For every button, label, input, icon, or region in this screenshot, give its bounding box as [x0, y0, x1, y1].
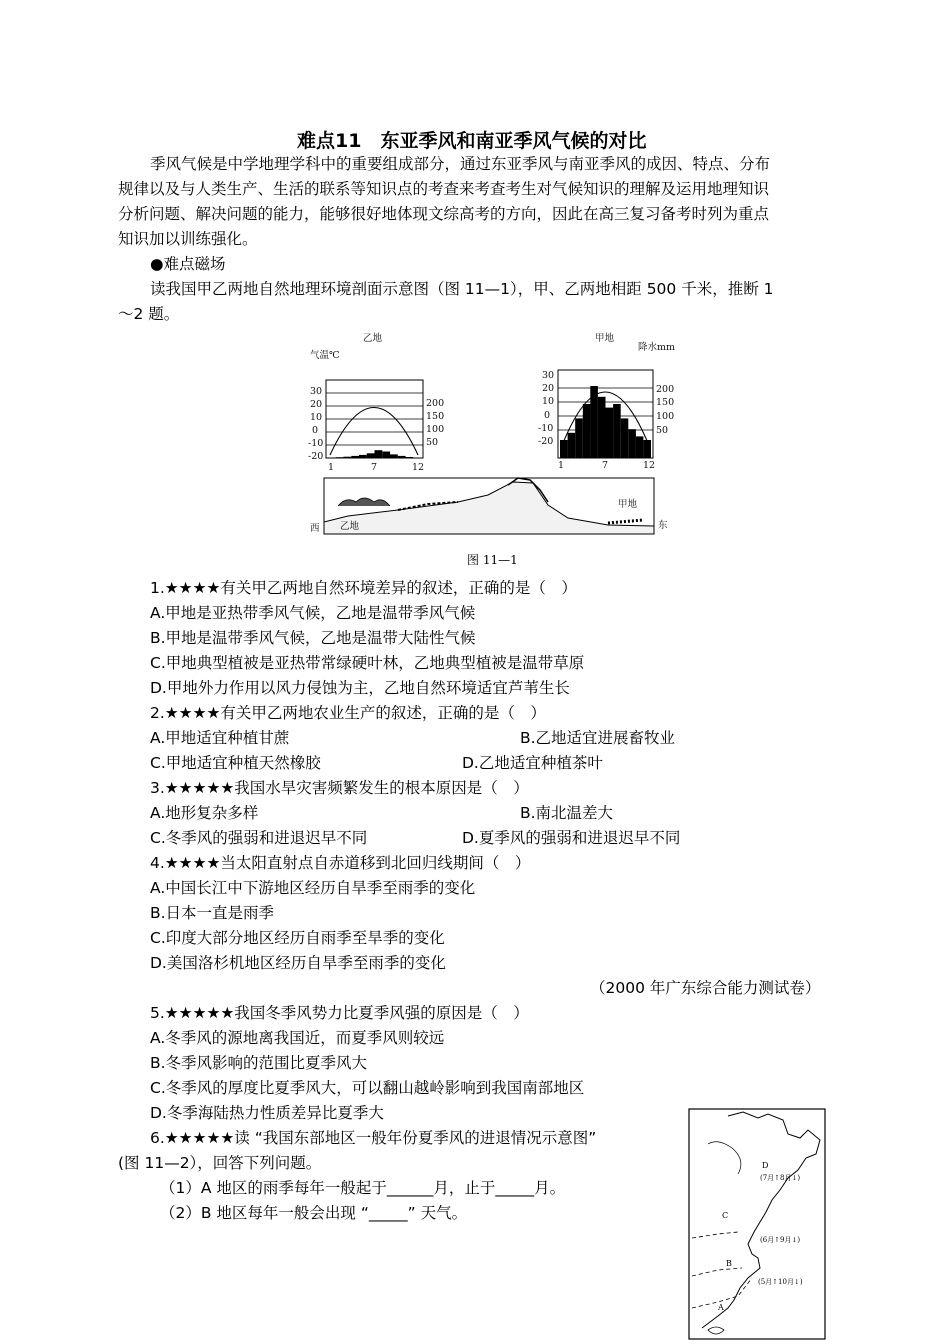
right-temp-tick-0: 0	[544, 410, 551, 421]
left-temp-tick-20: 20	[310, 399, 323, 410]
left-temp-tick-minus10: -10	[308, 438, 324, 449]
left-precip-tick-100: 100	[426, 424, 445, 435]
yi-precip-bar-3	[344, 457, 352, 458]
yi-temp-curve	[330, 408, 418, 456]
q5-option-d: D.冬季海陆热力性质差异比夏季大	[150, 1104, 384, 1122]
q5-option-a: A.冬季风的源地离我国近，而夏季风则较远	[150, 1029, 445, 1047]
q4-option-b: B.日本一直是雨季	[150, 904, 275, 922]
right-precip-tick-150: 150	[656, 397, 675, 408]
q4-option-c: C.印度大部分地区经历自雨季至旱季的变化	[150, 929, 445, 947]
right-chart-title: 甲地	[595, 333, 615, 344]
q2-option-a: A.甲地适宜种植甘蔗	[150, 729, 290, 747]
terrain-profile	[324, 478, 654, 534]
profile-yi-label: 乙地	[340, 521, 360, 532]
q3-stem: 3.★★★★★我国水旱灾害频繁发生的根本原因是（ ）	[150, 779, 529, 797]
left-precip-tick-50: 50	[426, 437, 439, 448]
page-title: 难点11 东亚季风和南亚季风气候的对比	[297, 130, 647, 152]
figure-11-1	[308, 330, 676, 540]
profile-jia-label: 甲地	[618, 499, 638, 510]
q3-option-a: A.地形复杂多样	[150, 804, 259, 822]
q4-source: （2000 年广东综合能力测试卷）	[590, 979, 821, 997]
left-month-tick-7: 7	[371, 462, 378, 473]
read-instruction-1: 读我国甲乙两地自然地理环境剖面示意图（图 11—1），甲、乙两地相距 500 千米，推断 1	[150, 280, 774, 298]
left-month-tick-1: 1	[328, 462, 335, 473]
yi-precip-bar-5	[359, 455, 367, 458]
map-label-d: D	[762, 1161, 769, 1170]
right-temp-tick-20: 20	[542, 383, 555, 394]
jia-precip-bar-6	[598, 397, 606, 458]
intro-line-4: 知识加以训练强化。	[118, 230, 258, 248]
q4-option-a: A.中国长江中下游地区经历自旱季至雨季的变化	[150, 879, 476, 897]
yi-precip-bars	[328, 450, 421, 458]
jia-precip-bar-12	[643, 440, 651, 458]
map-label-b: B	[726, 1259, 732, 1268]
jia-precip-bar-8	[613, 404, 621, 458]
q1-option-b: B.甲地是温带季风气候，乙地是温带大陆性气候	[150, 629, 476, 647]
yi-precip-bar-6	[367, 453, 375, 458]
left-chart-frame	[326, 380, 423, 458]
right-precip-tick-200: 200	[656, 384, 675, 395]
q5-option-c: C.冬季风的厚度比夏季风大，可以翻山越岭影响到我国南部地区	[150, 1079, 585, 1097]
left-temp-tick-0: 0	[312, 425, 319, 436]
precip-axis-label: 降水mm	[638, 342, 676, 353]
yi-precip-bar-11	[406, 457, 414, 458]
jia-precip-bar-1	[560, 440, 568, 458]
q1-option-d: D.甲地外力作用以风力侵蚀为主，乙地自然环境适宜芦苇生长	[150, 679, 570, 697]
q5-option-b: B.冬季风影响的范围比夏季风大	[150, 1054, 368, 1072]
yi-precip-bar-4	[351, 456, 359, 458]
q2-option-d: D.乙地适宜种植茶叶	[462, 754, 603, 772]
right-temp-tick-10: 10	[542, 396, 555, 407]
yi-precip-bar-7	[375, 450, 383, 458]
right-month-tick-12: 12	[643, 460, 656, 471]
intro-line-2: 规律以及与人类生产、生活的联系等知识点的考查来考查考生对气候知识的理解及运用地理知识	[118, 180, 770, 198]
east-label: 东	[658, 520, 668, 531]
q6-stem-cont: (图 11—2），回答下列问题。	[118, 1154, 322, 1172]
q4-stem: 4.★★★★当太阳直射点自赤道移到北回归线期间（ ）	[150, 854, 531, 872]
figure-11-1-caption: 图 11—1	[467, 553, 518, 567]
right-precip-tick-50: 50	[656, 425, 669, 436]
left-temp-tick-10: 10	[310, 412, 323, 423]
jia-precip-bar-9	[621, 418, 629, 458]
right-temp-tick-30: 30	[542, 370, 555, 381]
jia-precip-bar-7	[606, 408, 614, 458]
map-label-c: C	[722, 1211, 729, 1220]
west-label: 西	[310, 523, 320, 534]
right-temp-tick-minus10: -10	[538, 423, 554, 434]
left-precip-tick-150: 150	[426, 411, 445, 422]
yi-precip-bar-1	[328, 458, 336, 459]
section-heading: ●难点磁场	[150, 255, 226, 273]
right-temp-tick-minus20: -20	[538, 436, 554, 447]
q6-sub-2: （2）B 地区每年一般会出现 “_____” 天气。	[160, 1204, 468, 1222]
intro-line-1: 季风气候是中学地理学科中的重要组成部分，通过东亚季风与南亚季风的成因、特点、分布	[150, 155, 771, 173]
q4-option-d: D.美国洛杉机地区经历自旱季至雨季的变化	[150, 954, 446, 972]
left-month-tick-12: 12	[412, 462, 425, 473]
q3-option-b: B.南北温差大	[520, 804, 614, 822]
map-note-b: (5月↑10月↓)	[758, 1278, 803, 1286]
jia-precip-bar-2	[568, 433, 576, 458]
q2-option-c: C.甲地适宜种植天然橡胶	[150, 754, 321, 772]
q2-option-b: B.乙地适宜进展畜牧业	[520, 729, 676, 747]
jia-precip-bar-4	[583, 404, 591, 458]
yi-precip-bar-12	[413, 458, 421, 459]
map-note-d: (7月↑8月↓)	[760, 1174, 801, 1182]
q2-stem: 2.★★★★有关甲乙两地农业生产的叙述，正确的是（ ）	[150, 704, 546, 722]
q3-option-c: C.冬季风的强弱和进退迟早不同	[150, 829, 368, 847]
map-label-a: A	[718, 1303, 724, 1312]
yi-precip-bar-9	[390, 454, 398, 458]
q6-stem: 6.★★★★★读 “我国东部地区一般年份夏季风的进退情况示意图”	[150, 1129, 597, 1147]
q5-stem: 5.★★★★★我国冬季风势力比夏季风强的原因是（ ）	[150, 1004, 529, 1022]
q6-sub-1: （1）A 地区的雨季每年一般起于______月，止于_____月。	[160, 1179, 566, 1197]
jia-precip-bar-3	[575, 418, 583, 458]
yi-precip-bar-10	[398, 456, 406, 458]
figure-11-2-map	[688, 1108, 826, 1340]
left-chart-title: 乙地	[363, 333, 383, 344]
right-precip-tick-100: 100	[656, 411, 675, 422]
q3-option-d: D.夏季风的强弱和进退迟早不同	[462, 829, 681, 847]
yi-precip-bar-8	[382, 452, 390, 459]
jia-precip-bar-10	[628, 429, 636, 458]
left-temp-tick-30: 30	[310, 386, 323, 397]
q1-stem: 1.★★★★有关甲乙两地自然环境差异的叙述，正确的是（ ）	[150, 579, 577, 597]
yi-precip-bar-2	[336, 457, 344, 458]
right-month-tick-7: 7	[602, 460, 609, 471]
left-precip-tick-200: 200	[426, 398, 445, 409]
intro-line-3: 分析问题、解决问题的能力，能够很好地体现文综高考的方向，因此在高三复习备考时列为重点	[118, 205, 770, 223]
q1-option-a: A.甲地是亚热带季风气候，乙地是温带季风气候	[150, 604, 476, 622]
jia-precip-bar-11	[636, 436, 644, 458]
map-note-c: (6月↑9月↓)	[760, 1236, 801, 1244]
left-temp-tick-minus20: -20	[308, 451, 324, 462]
read-instruction-2: ～2 题。	[118, 305, 180, 323]
temp-axis-label: 气温℃	[310, 350, 340, 361]
right-month-tick-1: 1	[558, 460, 565, 471]
q1-option-c: C.甲地典型植被是亚热带常绿硬叶林，乙地典型植被是温带草原	[150, 654, 585, 672]
